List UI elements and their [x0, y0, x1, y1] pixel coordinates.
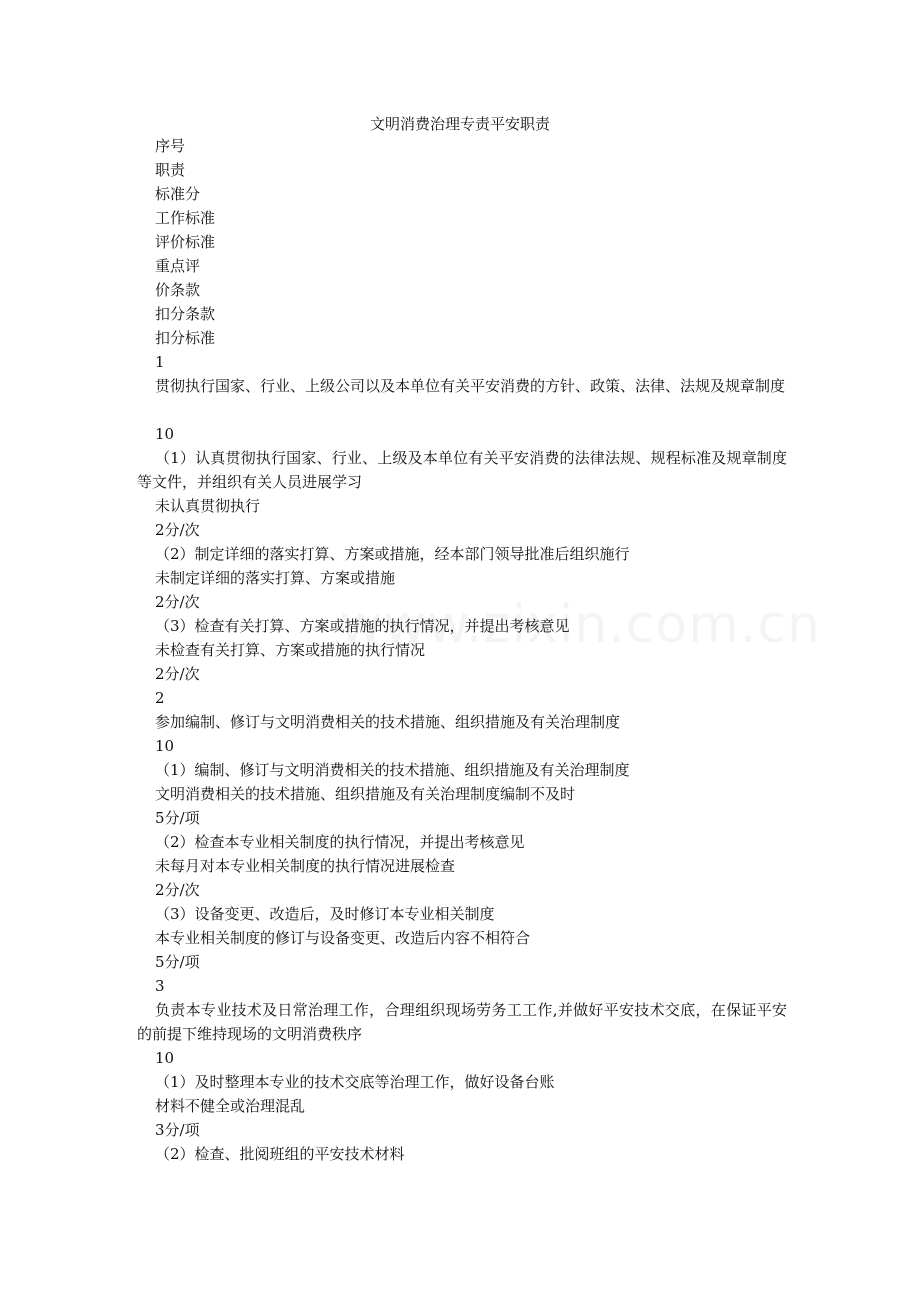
work-standard-item: （3）检查有关打算、方案或措施的执行情况，并提出考核意见 [155, 617, 570, 635]
header-cell-standard-score: 标准分 [155, 185, 201, 203]
deduction-standard: 2分/次 [155, 521, 200, 539]
deduction-clause: 未检查有关打算、方案或措施的执行情况 [155, 641, 426, 659]
row-number: 3 [155, 977, 165, 995]
work-standard-item: （2）检查本专业相关制度的执行情况，并提出考核意见 [155, 833, 525, 851]
responsibility-text: 参加编制、修订与文明消费相关的技术措施、组织措施及有关治理制度 [155, 713, 621, 731]
deduction-clause: 未每月对本专业相关制度的执行情况进展检查 [155, 857, 456, 875]
deduction-standard: 2分/次 [155, 593, 200, 611]
document-title: 文明消费治理专责平安职责 [369, 115, 550, 133]
work-standard-item: （2）制定详细的落实打算、方案或措施，经本部门领导批准后组织施行 [155, 545, 630, 563]
row-number: 1 [155, 353, 165, 371]
work-standard-item: （3）设备变更、改造后，及时修订本专业相关制度 [155, 905, 495, 923]
work-standard-item: （1）认真贯彻执行国家、行业、上级及本单位有关平安消费的法律法规、规程标准及规章制度等文件，并组织有关人员进展学习 [137, 449, 787, 491]
deduction-clause: 未制定详细的落实打算、方案或措施 [155, 569, 396, 587]
header-cell-key-evaluation-part1: 重点评 [155, 257, 201, 275]
work-standard-item: （2）检查、批阅班组的平安技术材料 [155, 1145, 405, 1163]
deduction-clause: 文明消费相关的技术措施、组织措施及有关治理制度编制不及时 [155, 785, 576, 803]
deduction-clause: 材料不健全或治理混乱 [155, 1097, 306, 1115]
responsibility-text: 贯彻执行国家、行业、上级公司以及本单位有关平安消费的方针、政策、法律、法规及规章制度 [155, 377, 786, 395]
header-cell-evaluation-standard: 评价标准 [155, 233, 216, 251]
standard-score: 10 [155, 1049, 175, 1067]
header-cell-key-evaluation-part2: 价条款 [155, 281, 201, 299]
deduction-standard: 2分/次 [155, 881, 200, 899]
deduction-clause: 未认真贯彻执行 [155, 497, 261, 515]
deduction-standard: 5分/项 [155, 953, 200, 971]
header-cell-responsibility: 职责 [155, 161, 186, 179]
work-standard-item: （1）编制、修订与文明消费相关的技术措施、组织措施及有关治理制度 [155, 761, 630, 779]
row-number: 2 [155, 689, 165, 707]
deduction-standard: 5分/项 [155, 809, 200, 827]
header-cell-serial-number: 序号 [155, 137, 186, 155]
header-cell-deduction-standard: 扣分标准 [155, 329, 216, 347]
deduction-standard: 3分/项 [155, 1121, 200, 1139]
deduction-standard: 2分/次 [155, 665, 200, 683]
header-cell-deduction-clause: 扣分条款 [155, 305, 216, 323]
header-cell-work-standard: 工作标准 [155, 209, 216, 227]
deduction-clause: 本专业相关制度的修订与设备变更、改造后内容不相符合 [155, 929, 531, 947]
work-standard-item: （1）及时整理本专业的技术交底等治理工作，做好设备台账 [155, 1073, 555, 1091]
standard-score: 10 [155, 737, 175, 755]
standard-score: 10 [155, 425, 175, 443]
responsibility-text: 负责本专业技术及日常治理工作，合理组织现场劳务工工作,并做好平安技术交底，在保证平安的前提下维持现场的文明消费秩序 [137, 1001, 787, 1043]
